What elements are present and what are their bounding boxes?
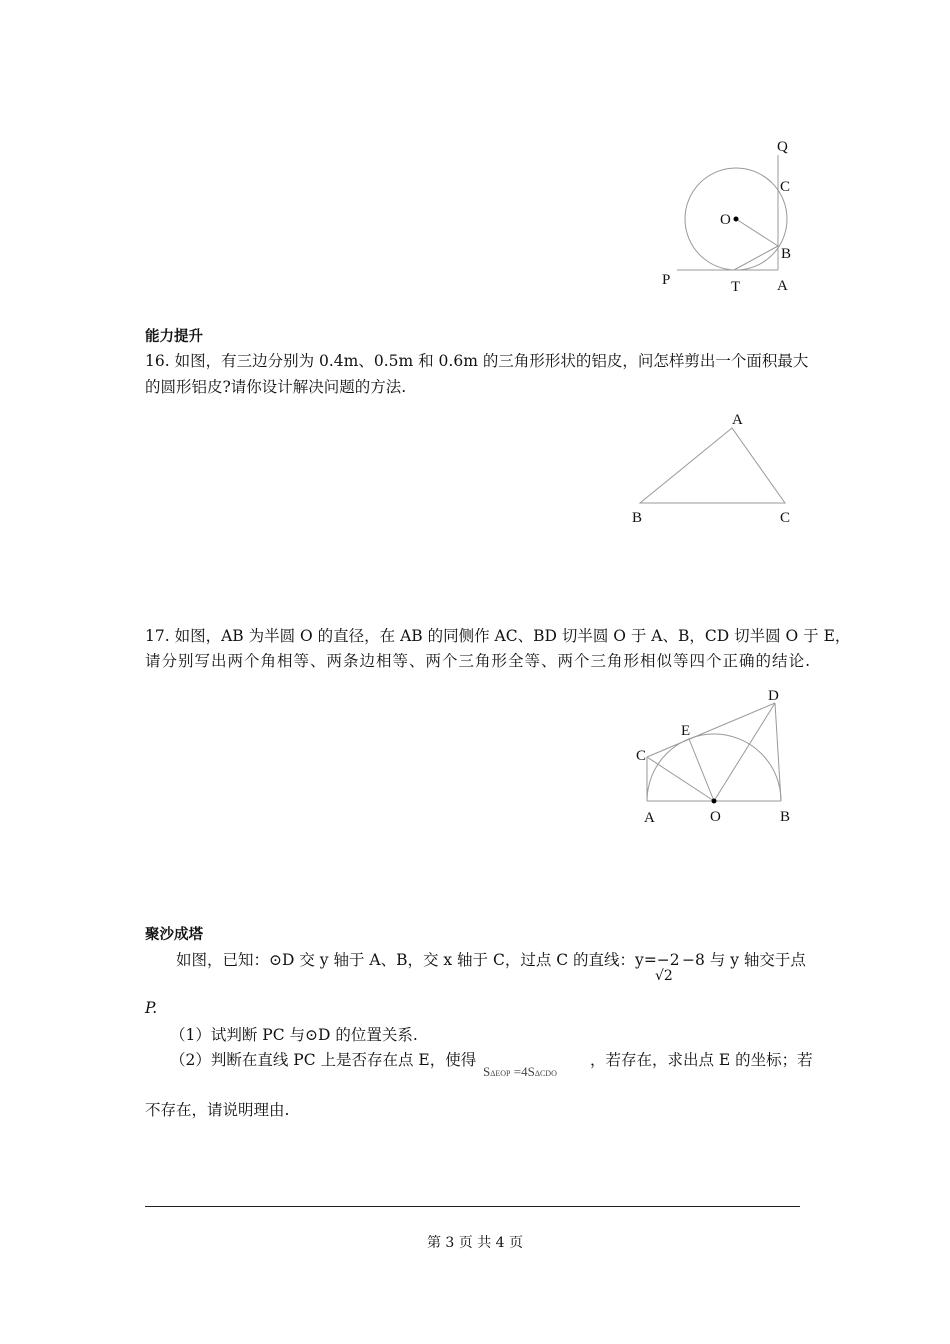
- figure-semicircle: [647, 703, 781, 801]
- svg-text:A: A: [777, 278, 788, 294]
- svg-text:T: T: [731, 279, 741, 295]
- page-number: 第 3 页 共 4 页: [426, 1235, 524, 1251]
- tower-line1-tail: −8 与 y 轴交于点: [682, 951, 806, 969]
- svg-text:A: A: [644, 810, 655, 826]
- svg-text:C: C: [636, 748, 647, 764]
- sqrt-two: √2: [655, 968, 673, 984]
- figure3-labels: [636, 688, 790, 826]
- svg-text:O: O: [720, 212, 731, 228]
- center-point-o2: [712, 799, 717, 804]
- figure-circle-tangent: [677, 155, 787, 270]
- svg-text:B: B: [632, 510, 643, 526]
- q16-line2: 的圆形铝皮?请你设计解决问题的方法.: [145, 378, 407, 396]
- svg-text:C: C: [780, 510, 791, 526]
- svg-text:D: D: [768, 688, 779, 704]
- svg-text:B: B: [780, 809, 791, 825]
- svg-text:C: C: [780, 179, 791, 195]
- svg-text:E: E: [681, 723, 691, 739]
- area-formula: SΔEOP =4SΔCDO: [483, 1064, 557, 1079]
- figure-triangle: [640, 428, 785, 503]
- svg-text:B: B: [781, 246, 792, 262]
- figure2-labels: [632, 412, 790, 526]
- tower-part2: （2）判断在直线 PC 上是否存在点 E，使得: [170, 1051, 477, 1069]
- svg-text:O: O: [710, 809, 721, 825]
- q16-line1: 16. 如图，有三边分别为 0.4m、0.5m 和 0.6m 的三角形形状的铝皮，问怎样剪出一个面积最大: [145, 352, 809, 370]
- figure1-labels: [662, 139, 791, 295]
- section-heading-ability: 能力提升: [145, 329, 203, 345]
- section-heading-tower: 聚沙成塔: [145, 927, 203, 943]
- footer-divider: [145, 1206, 800, 1207]
- q17-line1: 17. 如图，AB 为半圆 O 的直径，在 AB 的同侧作 AC、BD 切半圆 O 于 A、B，CD 切半圆 O 于 E，: [145, 627, 851, 645]
- center-point-o: [734, 217, 739, 222]
- tower-line1: 如图，已知：⊙D 交 y 轴于 A、B，交 x 轴于 C，过点 C 的直线：y=−2: [176, 951, 680, 969]
- tower-line2: P.: [145, 999, 158, 1017]
- tower-part2-tail: ，若存在，求出点 E 的坐标；若: [590, 1051, 813, 1069]
- q17-line2: 请分别写出两个角相等、两条边相等、两个三角形全等、两个三角形相似等四个正确的结论.: [145, 652, 810, 670]
- svg-text:A: A: [732, 412, 743, 428]
- svg-text:Q: Q: [777, 139, 788, 155]
- svg-text:P: P: [662, 272, 671, 288]
- tower-part1: （1）试判断 PC 与⊙D 的位置关系.: [170, 1026, 418, 1044]
- tower-line3: 不存在，请说明理由.: [145, 1101, 290, 1119]
